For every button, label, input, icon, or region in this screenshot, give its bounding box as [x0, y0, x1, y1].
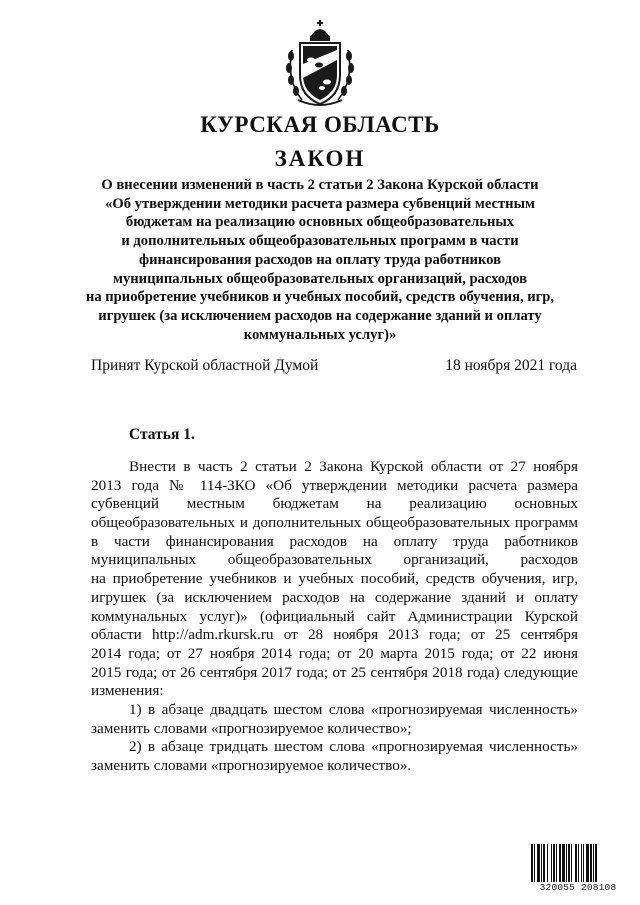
body-line: Внести в часть 2 статьи 2 Закона Курской области от 27 ноября: [129, 458, 578, 475]
barcode-bars: [531, 844, 625, 882]
barcode-bar: [595, 844, 597, 882]
body-line: субвенций местным бюджетам на реализацию основных: [91, 495, 578, 513]
barcode-bar: [553, 844, 555, 882]
article-heading: Статья 1.: [129, 426, 195, 443]
barcode-bar: [562, 844, 565, 882]
title-line: муниципальных общеобразовательных организаций, расходов: [113, 270, 527, 287]
barcode-bar: [568, 844, 570, 882]
document-type: ЗАКОН: [274, 146, 366, 171]
barcode-bar: [575, 844, 577, 882]
barcode-bar: [551, 844, 552, 882]
body-line: 2013 года № 114-ЗКО «Об утверждении методики расчета размера: [91, 476, 578, 494]
body-line: изменения:: [91, 682, 164, 700]
barcode-bar: [583, 844, 584, 882]
barcode-bar: [590, 844, 592, 882]
body-line: 2014 года; от 27 ноября 2014 года; от 20 марта 2015 года; от 22 июня: [91, 644, 578, 662]
barcode-bar: [534, 844, 535, 882]
amendment-item: 2) в абзаце тридцать шестом слова «прогнозируемая численность»: [129, 738, 578, 756]
barcode-number: 320055 208108: [539, 882, 617, 893]
barcode-bar: [578, 844, 579, 882]
barcode-bar: [566, 844, 567, 882]
barcode-bar: [556, 844, 557, 882]
title-line: коммунальных услуг)»: [243, 326, 397, 343]
barcode-bar: [586, 844, 589, 882]
barcode-bar: [571, 844, 572, 882]
body-line: коммунальных услуг)» (официальный сайт Администрации Курской: [91, 607, 578, 625]
body-line: заменить словами «прогнозируемое количество».: [91, 757, 412, 774]
title-line: игрушек (за исключением расходов на содержание зданий и оплату: [98, 307, 542, 324]
title-line: О внесении изменений в часть 2 статьи 2 Закона Курской области: [101, 177, 539, 193]
body-line: игрушек (за исключением расходов на содержание зданий и оплату: [91, 588, 578, 606]
adoption-date: 18 ноября 2021 года: [445, 357, 577, 374]
barcode-bar: [541, 844, 542, 882]
barcode-bar: [537, 844, 540, 882]
body-line: 2015 года; от 26 сентября 2017 года; от 25 сентября 2018 года) следующие: [91, 663, 578, 681]
body-line: в части финансирования расходов на оплату труда работников: [91, 532, 578, 550]
amendment-item: 1) в абзаце двадцать шестом слова «прогнозируемая численность»: [129, 700, 578, 718]
body-line: на приобретение учебников и учебных пособий, средств обучения, игр,: [91, 570, 578, 588]
adopted-by: Принят Курской областной Думой: [91, 357, 319, 374]
body-line: общеобразовательных и дополнительных общеобразовательных программ: [91, 514, 578, 532]
coat-of-arms-icon: [284, 20, 356, 106]
barcode: [531, 844, 625, 894]
title-line: финансирования расходов на оплату труда работников: [139, 251, 501, 268]
region-name: КУРСКАЯ ОБЛАСТЬ: [200, 112, 440, 137]
title-line: бюджетам на реализацию основных общеобразовательных: [125, 214, 515, 231]
barcode-bar: [581, 844, 582, 882]
barcode-bar: [547, 844, 548, 882]
barcode-bar: [593, 844, 594, 882]
body-line: области http://adm.rkursk.ru от 28 ноября 2013 года; от 25 сентября: [91, 626, 578, 644]
barcode-bar: [559, 844, 561, 882]
title-line: и дополнительных общеобразовательных программ в части: [121, 233, 519, 250]
body-line: заменить словами «прогнозируемое количество»;: [91, 719, 412, 737]
title-line: «Об утверждении методики расчета размера субвенций местным: [105, 195, 535, 212]
article-body: [91, 458, 578, 776]
barcode-bar: [543, 844, 545, 882]
law-title: [60, 176, 580, 344]
barcode-bar: [531, 844, 533, 882]
title-line: на приобретение учебников и учебных пособий, средств обучения, игр,: [85, 289, 555, 306]
body-line: муниципальных общеобразовательных организаций, расходов: [91, 551, 578, 569]
